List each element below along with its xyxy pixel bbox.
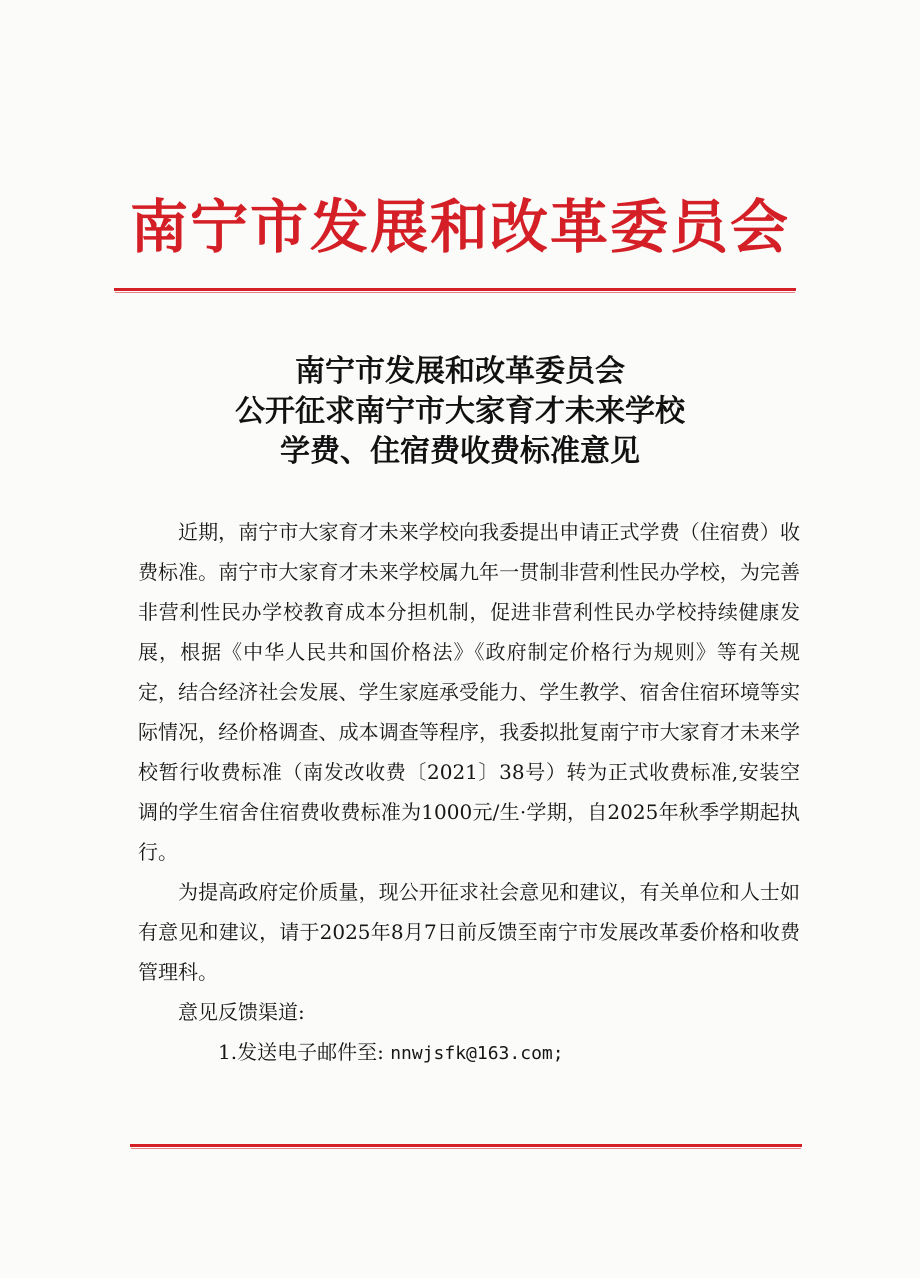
document-body <box>138 512 800 1074</box>
red-divider-top <box>114 288 796 291</box>
body-paragraph-1: 近期，南宁市大家育才未来学校向我委提出申请正式学费（住宿费）收费标准。南宁市大家育才未来学校属九年一贯制非营利性民办学校，为完善非营利性民办学校教育成本分担机制，促进非营利性民办学校持续健康发展，根据《中华人民共和国价格法》《政府制定价格行为规则》等有关规定，结合经济社会发展、学生家庭承受能力、学生教学、宿舍住宿环境等实际情况，经价格调查、成本调查等程序，我委拟批复南宁市大家育才未来学校暂行收费标准（南发改收费〔2021〕38号）转为正式收费标准,安装空调的学生宿舍住宿费收费标准为1000元/生·学期，自2025年秋季学期起执行。 <box>138 520 800 864</box>
feedback-email-link[interactable]: nnwjsfk@163.com; <box>390 1043 564 1064</box>
feedback-item-email <box>138 1032 800 1074</box>
document-title <box>0 352 920 472</box>
feedback-item-prefix: 1.发送电子邮件至: <box>218 1040 384 1064</box>
title-line-3: 学费、住宿费收费标准意见 <box>280 434 640 469</box>
title-line-2: 公开征求南宁市大家育才未来学校 <box>235 394 685 429</box>
body-paragraph-2: 为提高政府定价质量，现公开征求社会意见和建议，有关单位和人士如有意见和建议，请于2025年8月7日前反馈至南宁市发展改革委价格和收费管理科。 <box>138 880 800 984</box>
feedback-channels-label: 意见反馈渠道: <box>178 1000 305 1024</box>
red-divider-bottom <box>130 1144 802 1147</box>
title-line-1: 南宁市发展和改革委员会 <box>295 354 625 389</box>
masthead-org-name: 南宁市发展和改革委员会 <box>129 193 790 261</box>
